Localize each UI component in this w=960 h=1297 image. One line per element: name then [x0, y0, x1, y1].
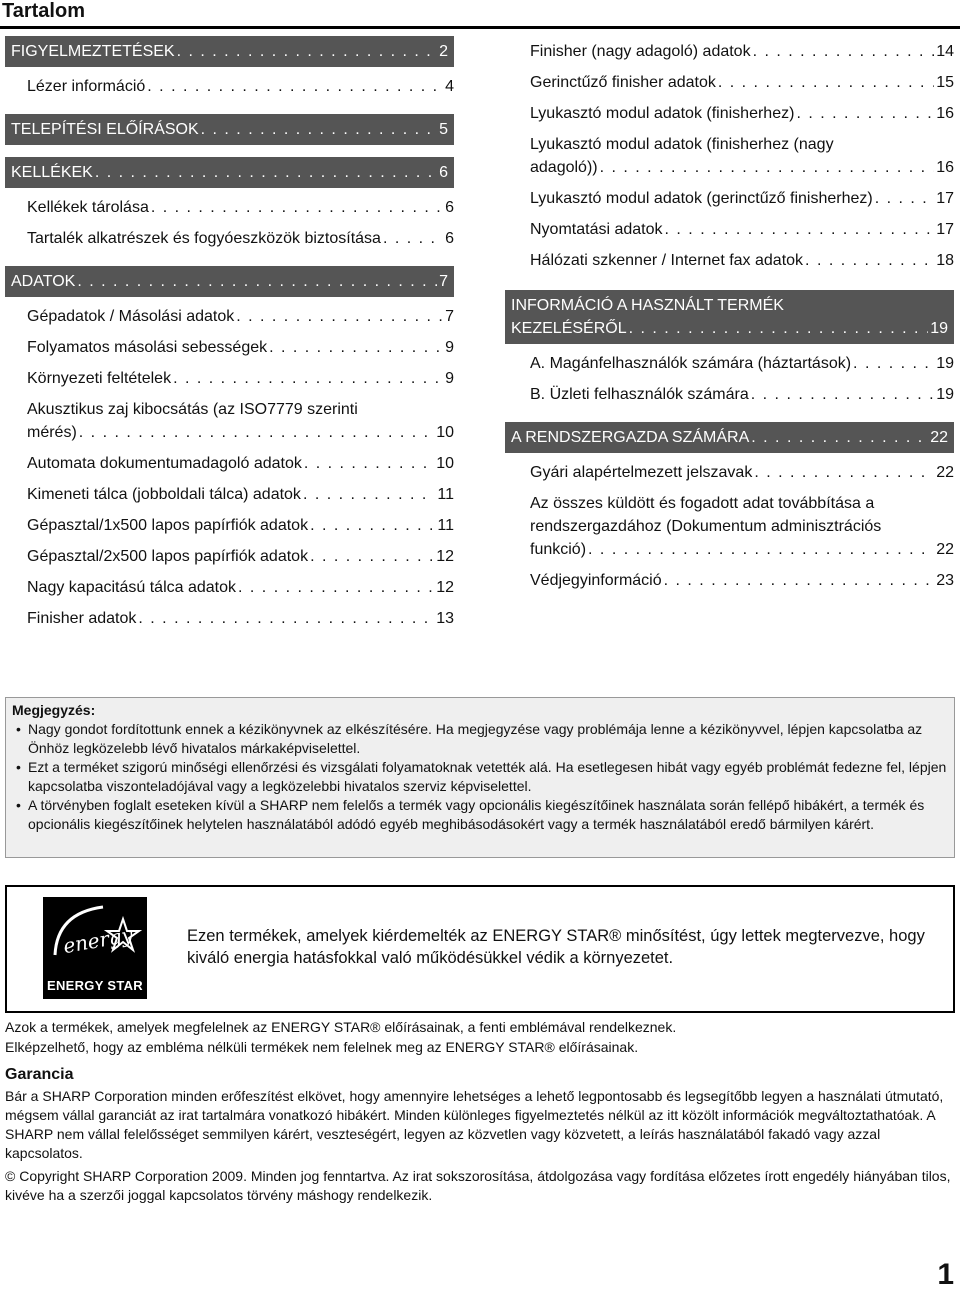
toc-entry-multiline[interactable] [505, 488, 954, 565]
toc-page: 14 [936, 43, 954, 60]
toc-entry-label: Nyomtatási adatok [530, 221, 663, 238]
leader-dots [718, 71, 934, 94]
toc-entry[interactable] [505, 379, 954, 410]
leader-dots [77, 270, 437, 293]
energy-paragraph: Elképzelhető, hogy az embléma nélküli termékek nem felelnek meg az ENERGY STAR® előírásainak. [5, 1039, 639, 1055]
toc-entry-multiline[interactable] [5, 394, 454, 448]
energy-script-text: energy [61, 922, 135, 959]
toc-page: 17 [936, 190, 954, 207]
toc-page: 19 [936, 355, 954, 372]
toc-heading-label: KELLÉKEK [11, 164, 93, 181]
energy-star-box [5, 885, 955, 1013]
toc-page: 7 [439, 273, 448, 290]
toc-entry-label-line: rendszergazdához (Dokumentum adminisztrációs [530, 518, 882, 535]
toc-entry-label: Nagy kapacitású tálca adatok [27, 579, 237, 596]
toc-heading-label: ADATOK [11, 273, 76, 290]
leader-dots [238, 576, 434, 599]
copyright-text: © Copyright SHARP Corporation 2009. Minden jog fenntartva. Az irat sokszorosítása, átdolgozása vagy fordítása előzetes írott engedély hiányában tilos, kivéve ha a szerzői joggal kapcsolatos törvény máshogy rendelkezik. [5, 1168, 951, 1203]
toc-heading-label: A RENDSZERGAZDA SZÁMÁRA [511, 429, 750, 446]
page-number: 1 [937, 1258, 954, 1291]
toc-entry[interactable] [505, 348, 954, 379]
leader-dots [138, 607, 434, 630]
toc-entry-label: A. Magánfelhasználók számára (háztartások) [530, 355, 852, 372]
toc-entry-label-line: Akusztikus zaj kibocsátás (az ISO7779 szerinti [27, 401, 358, 418]
toc-entry[interactable] [5, 192, 454, 223]
warranty-text: Bár a SHARP Corporation minden erőfeszítést elkövet, hogy amennyire lehetséges a lehető legpontosabb és legsegítőbb legyen a használati útmutató, mégsem vállal garanciát az irat tartalmára vonatkozó hibákért. Minden különleges figyelmeztetés nélkül az itt közölt információk megváltoztathatóak. A SHARP nem vállal felelősséget semmilyen kárért, veszteségért, legyen az közvetlen vagy közvetett, a leírás használatából fakadó vagy azzal kapcsolatos. [5, 1088, 944, 1161]
toc-entry[interactable] [505, 214, 954, 245]
leader-dots [303, 483, 435, 506]
leader-dots [875, 187, 935, 210]
toc-entry[interactable] [505, 67, 954, 98]
toc-page: 12 [436, 579, 454, 596]
toc-page: 10 [436, 455, 454, 472]
leader-dots [236, 305, 443, 328]
toc-entry-label: Automata dokumentumadagoló adatok [27, 455, 302, 472]
toc-heading-label: FIGYELMEZTETÉSEK [11, 43, 175, 60]
leader-dots [853, 352, 934, 375]
toc-section-heading[interactable] [5, 266, 454, 297]
leader-dots [805, 249, 934, 272]
toc-section-heading[interactable] [5, 114, 454, 145]
toc-entry-label: Lyukasztó modul adatok (finisherhez) [530, 105, 795, 122]
toc-entry[interactable] [5, 332, 454, 363]
note-item: • Ezt a terméket szigorú minőségi ellenőrzési és vizsgálati folyamatoknak vetették alá. Ha esetlegesen hibát vagy egyéb problémát fedezne fel, lépjen kapcsolatba viszonteladójával vagy a legközelebbi hivatalos szerviz képviselettel. [12, 758, 948, 796]
toc-entry[interactable] [505, 36, 954, 67]
toc-entry-label: mérés) [27, 424, 77, 441]
energy-star-emblem-icon [43, 897, 147, 973]
toc-page: 22 [936, 541, 954, 558]
leader-dots [304, 452, 434, 475]
toc-entry-label: Gerinctűző finisher adatok [530, 74, 716, 91]
toc-page: 2 [439, 43, 448, 60]
toc-entry-label: Védjegyinformáció [530, 572, 662, 589]
toc-entry[interactable] [5, 541, 454, 572]
note-item: • A törvényben foglalt eseteken kívül a SHARP nem felelős a termék vagy opcionális kiegészítőinek használata során fellépő hibákért, a termék és opcionális kiegészítőinek helytelen használatából adódó egyéb meghibásodásokért vagy a termék használatából eredő bármilyen kárért. [12, 796, 948, 834]
toc-page: 12 [436, 548, 454, 565]
toc-heading-label-line: INFORMÁCIÓ A HASZNÁLT TERMÉK [511, 297, 784, 314]
leader-dots [754, 461, 934, 484]
toc-entry[interactable] [5, 603, 454, 634]
toc-entry[interactable] [5, 510, 454, 541]
toc-entry-label: B. Üzleti felhasználók számára [530, 386, 749, 403]
toc-page: 22 [930, 429, 948, 446]
toc-heading-label: TELEPÍTÉSI ELŐÍRÁSOK [11, 121, 199, 138]
toc-entry-label: Kimeneti tálca (jobboldali tálca) adatok [27, 486, 301, 503]
toc-section-heading[interactable] [505, 290, 954, 344]
toc-entry-multiline[interactable] [505, 129, 954, 183]
leader-dots [269, 336, 443, 359]
energy-star-description: Ezen termékek, amelyek kiérdemelték az ENERGY STAR® minősítést, úgy lettek megtervezve, hogy kiváló energia hatásfokkal való működésükkel védik a környezetet. [187, 927, 925, 967]
toc-entry[interactable] [5, 479, 454, 510]
toc-entry-label: Finisher adatok [27, 610, 137, 627]
leader-dots [310, 545, 434, 568]
toc-page: 7 [445, 308, 454, 325]
toc-entry[interactable] [505, 245, 954, 276]
toc-right-column [505, 36, 954, 596]
note-box [5, 697, 955, 858]
toc-entry[interactable] [5, 301, 454, 332]
energy-star-logo [43, 897, 147, 999]
toc-entry-label: Gépadatok / Másolási adatok [27, 308, 235, 325]
toc-page: 6 [439, 164, 448, 181]
leader-dots [665, 218, 935, 241]
leader-dots [201, 118, 437, 141]
toc-entry-label-line: Az összes küldött és fogadott adat továbbítása a [530, 495, 875, 512]
toc-page: 15 [936, 74, 954, 91]
toc-page: 6 [445, 199, 454, 216]
toc-heading-label: KEZELÉSÉRŐL [511, 320, 627, 337]
leader-dots [173, 367, 443, 390]
note-title: Megjegyzés: [12, 702, 96, 718]
toc-entry-label: Kellékek tárolása [27, 199, 149, 216]
toc-page: 9 [445, 339, 454, 356]
leader-dots [177, 40, 438, 63]
toc-entry[interactable] [505, 457, 954, 488]
toc-entry-label: Tartalék alkatrészek és fogyóeszközök biztosítása [27, 230, 381, 247]
warranty-heading: Garancia [5, 1066, 74, 1083]
toc-section-heading[interactable] [5, 157, 454, 188]
toc-page: 9 [445, 370, 454, 387]
leader-dots [751, 426, 928, 449]
toc-entry[interactable] [5, 363, 454, 394]
toc-entry-label: Környezeti feltételek [27, 370, 172, 387]
leader-dots [753, 40, 935, 63]
toc-entry-label: adagoló)) [530, 159, 598, 176]
toc-entry-label: Hálózati szkenner / Internet fax adatok [530, 252, 804, 269]
toc-page: 5 [439, 121, 448, 138]
toc-page: 13 [436, 610, 454, 627]
leader-dots [147, 75, 443, 98]
toc-page: 22 [936, 464, 954, 481]
toc-entry-label: Folyamatos másolási sebességek [27, 339, 268, 356]
leader-dots [751, 383, 934, 406]
leader-dots [79, 421, 434, 444]
note-list [12, 720, 948, 834]
toc-entry[interactable] [505, 98, 954, 129]
leader-dots [629, 317, 929, 340]
title-rule [0, 26, 960, 29]
toc-entry[interactable] [505, 565, 954, 596]
toc-entry-label: Lézer információ [27, 78, 146, 95]
toc-left-column [5, 36, 454, 634]
toc-page: 10 [436, 424, 454, 441]
leader-dots [664, 569, 935, 592]
toc-entry-label-line: Lyukasztó modul adatok (finisherhez (nagy [530, 136, 834, 153]
toc-entry-label: Gépasztal/2x500 lapos papírfiók adatok [27, 548, 309, 565]
toc-page: 4 [445, 78, 454, 95]
toc-entry-label: Gyári alapértelmezett jelszavak [530, 464, 753, 481]
toc-page: 19 [936, 386, 954, 403]
toc-page: 17 [936, 221, 954, 238]
toc-page: 6 [445, 230, 454, 247]
toc-entry[interactable] [5, 448, 454, 479]
leader-dots [383, 227, 443, 250]
leader-dots [600, 156, 935, 179]
toc-entry-label: Lyukasztó modul adatok (gerinctűző finisherhez) [530, 190, 873, 207]
toc-page: 11 [437, 517, 454, 534]
toc-page: 16 [936, 105, 954, 122]
leader-dots [95, 161, 437, 184]
note-item: • Nagy gondot fordítottunk ennek a kézikönyvnek az elkészítésére. Ha megjegyzése vagy problémája lenne a kézikönyvvel, lépjen kapcsolatba az Önhöz legközelebb lévő hivatalos márkaképviselettel. [12, 720, 948, 758]
energy-star-label: ENERGY STAR [46, 978, 143, 993]
leader-dots [796, 102, 934, 125]
toc-page: 11 [437, 486, 454, 503]
toc-entry[interactable] [505, 183, 954, 214]
energy-paragraph: Azok a termékek, amelyek megfelelnek az ENERGY STAR® előírásainak, a fenti emblémával rendelkeznek. [5, 1019, 677, 1035]
toc-page: 23 [936, 572, 954, 589]
toc-entry[interactable] [5, 71, 454, 102]
toc-entry-label: funkció) [530, 541, 587, 558]
leader-dots [310, 514, 435, 537]
toc-section-heading[interactable] [505, 422, 954, 453]
page-title: Tartalom [2, 0, 85, 22]
leader-dots [151, 196, 443, 219]
leader-dots [588, 538, 934, 561]
toc-entry[interactable] [5, 572, 454, 603]
toc-entry[interactable] [5, 223, 454, 254]
toc-page: 16 [936, 159, 954, 176]
toc-page: 19 [930, 320, 948, 337]
toc-entry-label: Gépasztal/1x500 lapos papírfiók adatok [27, 517, 309, 534]
toc-page: 18 [936, 252, 954, 269]
toc-entry-label: Finisher (nagy adagoló) adatok [530, 43, 751, 60]
toc-section-heading[interactable] [5, 36, 454, 67]
